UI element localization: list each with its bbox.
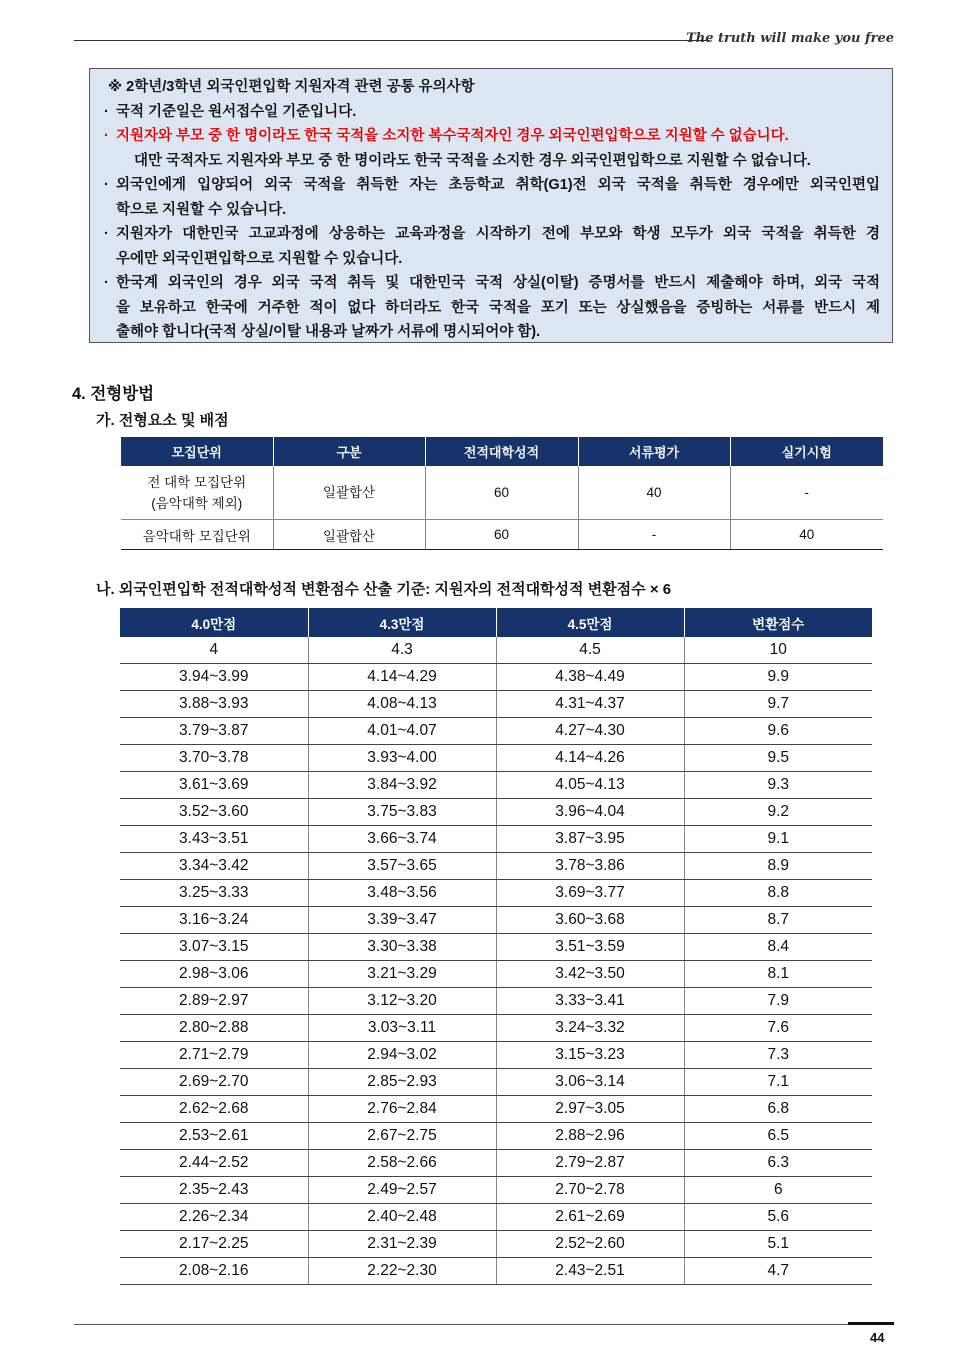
table-cell: 2.62~2.68 xyxy=(120,1096,308,1123)
table-row xyxy=(120,934,872,961)
table-row xyxy=(120,664,872,691)
table-cell: 6.3 xyxy=(684,1150,872,1177)
table-row xyxy=(121,520,883,550)
table-cell: 9.1 xyxy=(684,826,872,853)
header-cell: 모집단위 xyxy=(121,437,273,466)
evaluation-table xyxy=(121,437,883,550)
notice-item-cont: 대만 국적자도 지원자와 부모 중 한 명이라도 한국 국적을 소지한 경우 외국인편입학으로 지원할 수 없습니다. xyxy=(134,152,811,169)
table-cell: 8.7 xyxy=(684,907,872,934)
table-cell: 60 xyxy=(425,520,578,550)
table-row xyxy=(120,1204,872,1231)
table-row xyxy=(120,1231,872,1258)
table-row xyxy=(120,1042,872,1069)
table-cell: 2.26~2.34 xyxy=(120,1204,308,1231)
table-row xyxy=(120,1069,872,1096)
table-cell: 4.01~4.07 xyxy=(308,718,496,745)
notice-item-cont: 우에만 외국인편입학으로 지원할 수 있습니다. xyxy=(116,250,403,267)
table-cell: 6.8 xyxy=(684,1096,872,1123)
table-cell: 4.38~4.49 xyxy=(496,664,684,691)
table-cell: 3.39~3.47 xyxy=(308,907,496,934)
table-cell: 2.88~2.96 xyxy=(496,1123,684,1150)
table-cell: 10 xyxy=(684,637,872,664)
table-cell: 9.3 xyxy=(684,772,872,799)
header-cell: 실기시험 xyxy=(730,437,883,466)
table-cell: 60 xyxy=(425,466,578,520)
table-cell: 2.67~2.75 xyxy=(308,1123,496,1150)
table-row xyxy=(120,988,872,1015)
table-cell: 2.22~2.30 xyxy=(308,1258,496,1285)
table-cell: 8.9 xyxy=(684,853,872,880)
table-row xyxy=(120,1150,872,1177)
table-row xyxy=(120,880,872,907)
table-cell: 8.8 xyxy=(684,880,872,907)
header-cell: 전적대학성적 xyxy=(425,437,578,466)
table-cell: - xyxy=(730,466,883,520)
table-cell: 3.43~3.51 xyxy=(120,826,308,853)
table-cell: 3.70~3.78 xyxy=(120,745,308,772)
table-row xyxy=(121,466,883,520)
table-cell: 2.79~2.87 xyxy=(496,1150,684,1177)
table-cell: 2.94~3.02 xyxy=(308,1042,496,1069)
notice-item-cont: 학으로 지원할 수 있습니다. xyxy=(116,201,287,218)
table-cell: 3.84~3.92 xyxy=(308,772,496,799)
table-cell: 2.40~2.48 xyxy=(308,1204,496,1231)
table-cell: 일괄합산 xyxy=(273,466,425,520)
table-cell: 3.30~3.38 xyxy=(308,934,496,961)
table-cell: 2.80~2.88 xyxy=(120,1015,308,1042)
table-cell: 9.7 xyxy=(684,691,872,718)
table-cell: 2.89~2.97 xyxy=(120,988,308,1015)
table-row xyxy=(120,718,872,745)
table-cell: 3.57~3.65 xyxy=(308,853,496,880)
table-row xyxy=(120,799,872,826)
table-row xyxy=(120,853,872,880)
table-cell: 2.98~3.06 xyxy=(120,961,308,988)
table-cell: 4.05~4.13 xyxy=(496,772,684,799)
header-cell: 변환점수 xyxy=(684,608,872,637)
table-cell: 2.49~2.57 xyxy=(308,1177,496,1204)
header-cell: 구분 xyxy=(273,437,425,466)
notice-title: ※ 2학년/3학년 외국인편입학 지원자격 관련 공통 유의사항 xyxy=(108,79,475,95)
table-cell: 3.69~3.77 xyxy=(496,880,684,907)
table-cell: 3.25~3.33 xyxy=(120,880,308,907)
header-cell: 4.3만점 xyxy=(308,608,496,637)
table-cell: 3.66~3.74 xyxy=(308,826,496,853)
table-cell: 3.78~3.86 xyxy=(496,853,684,880)
table-cell: 3.51~3.59 xyxy=(496,934,684,961)
table-cell: 5.1 xyxy=(684,1231,872,1258)
table-cell: 2.70~2.78 xyxy=(496,1177,684,1204)
table-cell: 2.44~2.52 xyxy=(120,1150,308,1177)
notice-item: · 지원자가 대한민국 고교과정에 상응하는 교육과정을 시작하기 전에 부모와 학생 모두가 외국 국적을 취득한 경 xyxy=(108,222,880,247)
table-row xyxy=(120,1096,872,1123)
header-cell: 4.0만점 xyxy=(120,608,308,637)
table-cell: 3.24~3.32 xyxy=(496,1015,684,1042)
table-cell: 3.79~3.87 xyxy=(120,718,308,745)
table-body xyxy=(120,637,872,1285)
section-title: 4. 전형방법 xyxy=(72,385,155,403)
header-cell: 4.5만점 xyxy=(496,608,684,637)
table-cell: 3.93~4.00 xyxy=(308,745,496,772)
table-cell: 2.31~2.39 xyxy=(308,1231,496,1258)
table-cell: 4.14~4.29 xyxy=(308,664,496,691)
grade-conversion-table xyxy=(120,608,872,1285)
table-cell: 3.15~3.23 xyxy=(496,1042,684,1069)
table-cell: 4.08~4.13 xyxy=(308,691,496,718)
table-cell: 3.21~3.29 xyxy=(308,961,496,988)
table-cell: 3.52~3.60 xyxy=(120,799,308,826)
table-cell: 3.48~3.56 xyxy=(308,880,496,907)
table-cell: 7.3 xyxy=(684,1042,872,1069)
table-cell: 4.3 xyxy=(308,637,496,664)
table-cell: 7.6 xyxy=(684,1015,872,1042)
table-row xyxy=(120,745,872,772)
table-cell: 3.07~3.15 xyxy=(120,934,308,961)
subsection-title-a: 가. 전형요소 및 배점 xyxy=(96,412,229,429)
table-cell: 40 xyxy=(730,520,883,550)
table-cell: 음악대학 모집단위 xyxy=(121,520,273,550)
table-cell: 3.33~3.41 xyxy=(496,988,684,1015)
table-cell: 9.5 xyxy=(684,745,872,772)
table-row xyxy=(120,1177,872,1204)
table-cell: 3.61~3.69 xyxy=(120,772,308,799)
table-cell: 8.1 xyxy=(684,961,872,988)
subsection-title-b: 나. 외국인편입학 전적대학성적 변환점수 산출 기준: 지원자의 전적대학성적 변환점수 × 6 xyxy=(96,581,672,598)
page-number: 44 xyxy=(870,1330,885,1345)
table-row xyxy=(120,691,872,718)
table-cell: 3.75~3.83 xyxy=(308,799,496,826)
notice-item: · 외국인에게 입양되어 외국 국적을 취득한 자는 초등학교 취학(G1)전 외국 국적을 취득한 경우에만 외국인편입 xyxy=(108,173,880,198)
table-cell: 2.52~2.60 xyxy=(496,1231,684,1258)
notice-item-warning: · 지원자와 부모 중 한 명이라도 한국 국적을 소지한 복수국적자인 경우 외국인편입학으로 지원할 수 없습니다. xyxy=(108,124,880,149)
table-cell: 2.61~2.69 xyxy=(496,1204,684,1231)
table-cell: 3.60~3.68 xyxy=(496,907,684,934)
table-row xyxy=(120,1258,872,1285)
notice-box xyxy=(89,68,893,343)
notice-item: · 한국계 외국인의 경우 외국 국적 취득 및 대한민국 국적 상실(이탈) 증명서를 반드시 제출해야 하며, 외국 국적 xyxy=(108,271,880,296)
table-cell: 7.9 xyxy=(684,988,872,1015)
table-cell: 9.9 xyxy=(684,664,872,691)
table-cell: 3.88~3.93 xyxy=(120,691,308,718)
header-rule xyxy=(74,40,710,41)
table-row xyxy=(120,1015,872,1042)
table-cell: 3.42~3.50 xyxy=(496,961,684,988)
table-row xyxy=(120,637,872,664)
table-cell: 9.6 xyxy=(684,718,872,745)
table-row xyxy=(120,826,872,853)
table-cell: 4.5 xyxy=(496,637,684,664)
table-header-row xyxy=(120,608,872,637)
table-cell: 3.12~3.20 xyxy=(308,988,496,1015)
footer-mark xyxy=(848,1322,894,1325)
table-cell: 4.14~4.26 xyxy=(496,745,684,772)
table-cell: 2.17~2.25 xyxy=(120,1231,308,1258)
table-cell: 4 xyxy=(120,637,308,664)
table-row xyxy=(120,907,872,934)
table-cell: 2.58~2.66 xyxy=(308,1150,496,1177)
table-cell: 3.06~3.14 xyxy=(496,1069,684,1096)
table-cell: 40 xyxy=(578,466,730,520)
table-row xyxy=(120,1123,872,1150)
table-cell: 4.7 xyxy=(684,1258,872,1285)
footer-rule xyxy=(74,1324,894,1325)
table-cell xyxy=(121,466,273,520)
table-cell: 6 xyxy=(684,1177,872,1204)
table-cell: 2.76~2.84 xyxy=(308,1096,496,1123)
table-cell: 8.4 xyxy=(684,934,872,961)
table-cell: - xyxy=(578,520,730,550)
table-cell: 3.16~3.24 xyxy=(120,907,308,934)
table-header-row xyxy=(121,437,883,466)
unit-line: (음악대학 제외) xyxy=(151,495,243,511)
table-cell: 2.43~2.51 xyxy=(496,1258,684,1285)
unit-line: 전 대학 모집단위 xyxy=(147,474,247,490)
table-cell: 9.2 xyxy=(684,799,872,826)
table-cell: 2.35~2.43 xyxy=(120,1177,308,1204)
notice-item-cont: 출해야 합니다(국적 상실/이탈 내용과 날짜가 서류에 명시되어야 함). xyxy=(116,324,541,340)
notice-item-cont: 을 보유하고 한국에 거주한 적이 없다 하더라도 한국 국적을 포기 또는 상실했음을 증빙하는 서류를 반드시 제 xyxy=(116,299,880,316)
table-cell: 3.96~4.04 xyxy=(496,799,684,826)
table-cell: 2.08~2.16 xyxy=(120,1258,308,1285)
table-cell: 7.1 xyxy=(684,1069,872,1096)
table-row xyxy=(120,961,872,988)
table-cell: 3.87~3.95 xyxy=(496,826,684,853)
table-cell: 2.69~2.70 xyxy=(120,1069,308,1096)
table-cell: 2.53~2.61 xyxy=(120,1123,308,1150)
table-row xyxy=(120,772,872,799)
table-cell: 4.31~4.37 xyxy=(496,691,684,718)
table-cell: 3.94~3.99 xyxy=(120,664,308,691)
table-cell: 3.34~3.42 xyxy=(120,853,308,880)
header-motto: The truth will make you free xyxy=(686,31,894,46)
header-cell: 서류평가 xyxy=(578,437,730,466)
table-cell: 6.5 xyxy=(684,1123,872,1150)
notice-item: · 국적 기준일은 원서접수일 기준입니다. xyxy=(108,100,880,125)
table-cell: 4.27~4.30 xyxy=(496,718,684,745)
table-cell: 일괄합산 xyxy=(273,520,425,550)
table-cell: 3.03~3.11 xyxy=(308,1015,496,1042)
table-cell: 5.6 xyxy=(684,1204,872,1231)
table-cell: 2.97~3.05 xyxy=(496,1096,684,1123)
table-cell: 2.85~2.93 xyxy=(308,1069,496,1096)
table-cell: 2.71~2.79 xyxy=(120,1042,308,1069)
